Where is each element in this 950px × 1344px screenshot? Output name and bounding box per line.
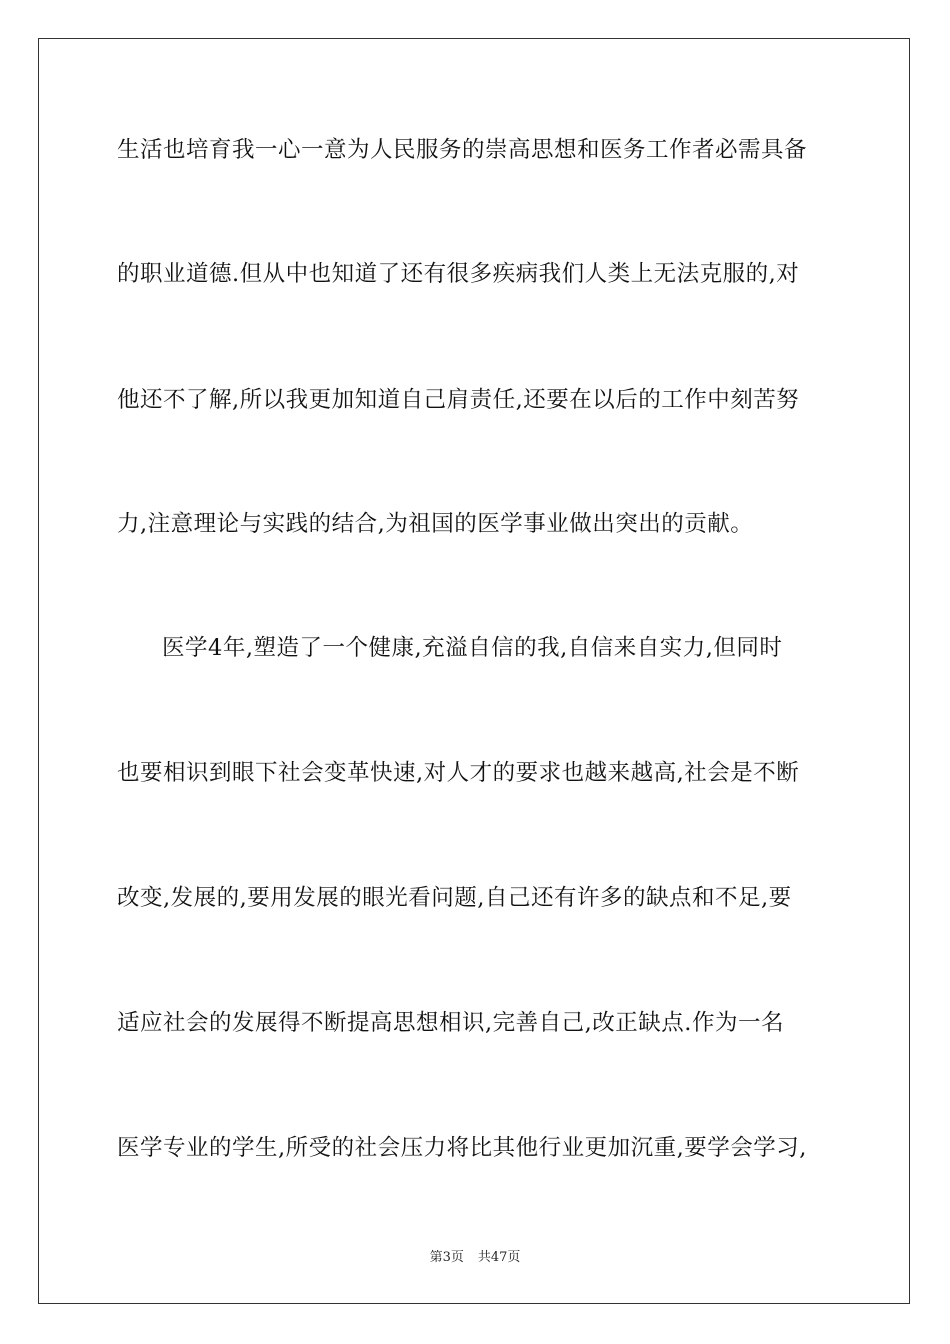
body-text-line: 也要相识到眼下社会变革快速,对人才的要求也越来越高,社会是不断 [117, 760, 800, 786]
body-text-line: 的职业道德.但从中也知道了还有很多疾病我们人类上无法克服的,对 [117, 261, 800, 287]
current-page-label: 第3页 [429, 1250, 464, 1265]
body-text-line: 适应社会的发展得不断提高思想相识,完善自己,改正缺点.作为一名 [117, 1010, 784, 1036]
paragraph-first-line: 医学4年,塑造了一个健康,充溢自信的我,自信来自实力,但同时 [162, 635, 783, 661]
page-border [38, 38, 910, 1304]
body-text-line: 改变,发展的,要用发展的眼光看问题,自己还有许多的缺点和不足,要 [117, 885, 792, 911]
body-text-line: 医学专业的学生,所受的社会压力将比其他行业更加沉重,要学会学习, [117, 1135, 807, 1161]
body-text-line: 力,注意理论与实践的结合,为祖国的医学事业做出突出的贡献。 [117, 511, 754, 537]
body-text-line: 生活也培育我一心一意为人民服务的崇高思想和医务工作者必需具备 [117, 137, 808, 163]
total-pages-label: 共47页 [477, 1250, 521, 1265]
body-text-line: 他还不了解,所以我更加知道自己肩责任,还要在以后的工作中刻苦努 [117, 387, 800, 413]
page-footer [0, 1249, 950, 1267]
